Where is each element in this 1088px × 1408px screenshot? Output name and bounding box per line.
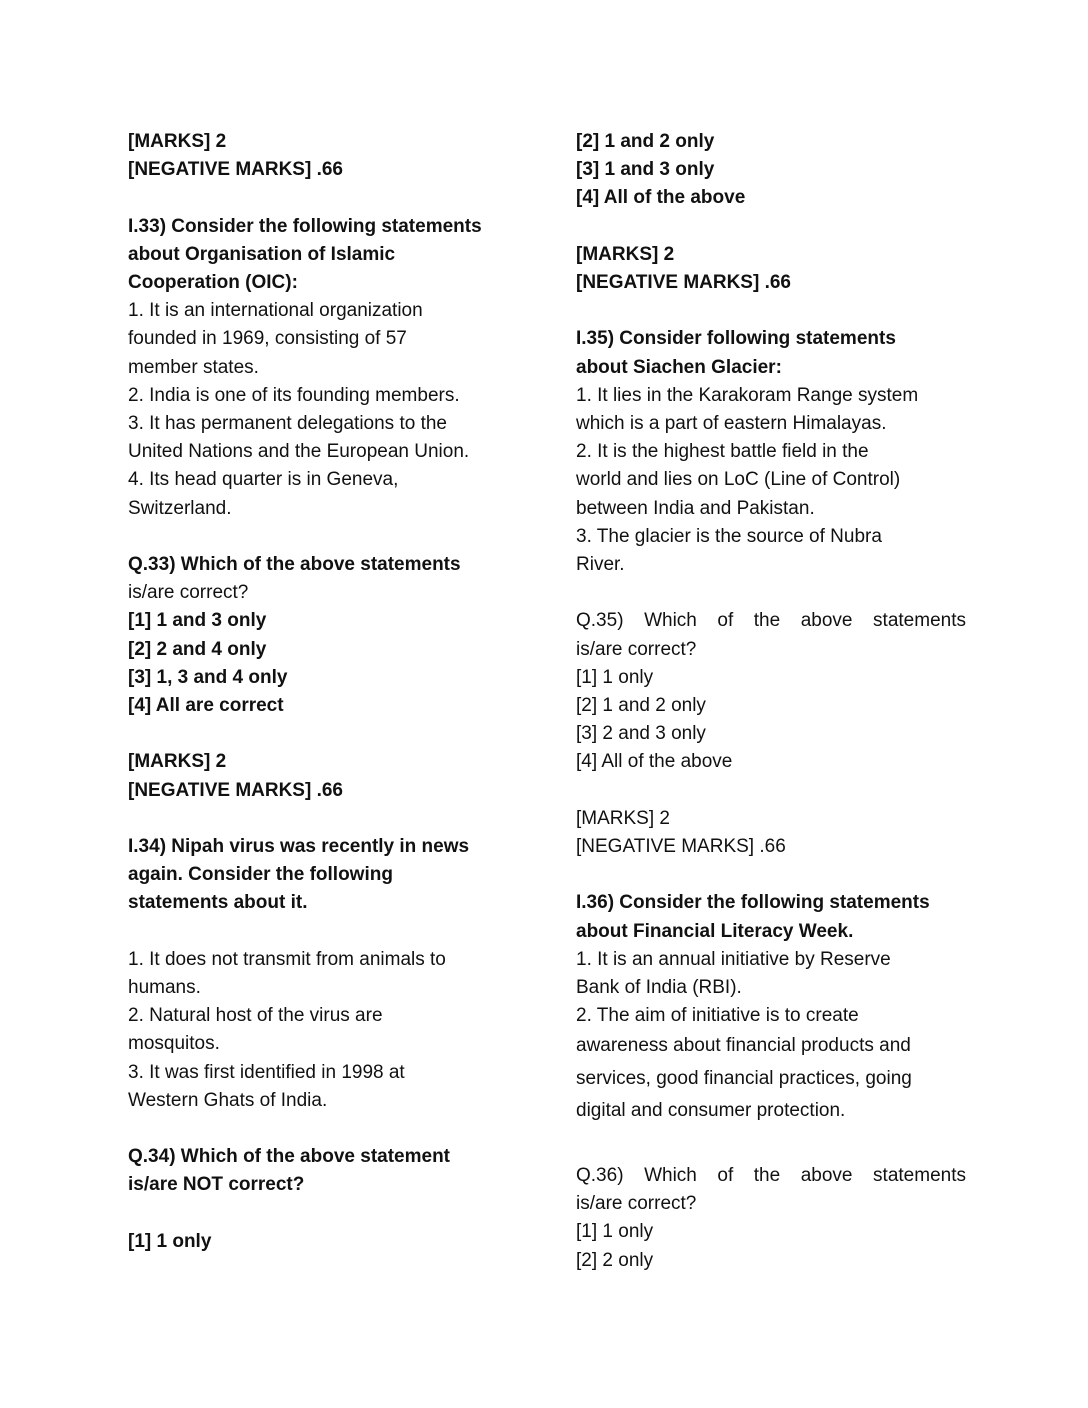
statement-line: 1. It lies in the Karakoram Range system	[576, 384, 919, 406]
statement-line: between India and Pakistan.	[576, 497, 815, 519]
question-word: the	[753, 610, 781, 632]
option-4[interactable]: [4] All of the above	[576, 187, 746, 209]
question-word: Q.35)	[576, 610, 624, 632]
negative-marks-label: [NEGATIVE MARKS] .66	[128, 779, 344, 801]
statement-line: United Nations and the European Union.	[128, 441, 470, 463]
item-stem-line: I.35) Consider following statements	[576, 328, 896, 350]
question-q33	[128, 551, 523, 720]
option-3[interactable]: [3] 1, 3 and 4 only	[128, 666, 288, 688]
item-stem-line: about Financial Literacy Week.	[576, 920, 854, 942]
question-word: statements	[873, 610, 966, 632]
option-1[interactable]: [1] 1 only	[576, 666, 654, 688]
question-word: of	[717, 610, 734, 632]
option-2[interactable]: [2] 2 and 4 only	[128, 638, 267, 660]
question-line	[576, 607, 966, 635]
question-word: Q.36)	[576, 1164, 624, 1186]
option-3[interactable]: [3] 1 and 3 only	[576, 159, 715, 181]
item-stem-line: about Organisation of Islamic	[128, 243, 396, 265]
statement-line: founded in 1969, consisting of 57	[128, 328, 407, 350]
statement-line: world and lies on LoC (Line of Control)	[576, 469, 901, 491]
negative-marks-label: [NEGATIVE MARKS] .66	[576, 836, 786, 858]
statement-line: 1. It does not transmit from animals to	[128, 948, 446, 970]
statement-line: 3. The glacier is the source of Nubra	[576, 525, 882, 547]
question-word: of	[717, 1164, 734, 1186]
item-stem-line: again. Consider the following	[128, 864, 393, 886]
question-q34-continued	[576, 128, 966, 213]
negative-marks-label: [NEGATIVE MARKS] .66	[128, 159, 344, 181]
option-1[interactable]: [1] 1 only	[128, 1230, 212, 1252]
item-i33	[128, 213, 523, 523]
option-2[interactable]: [2] 1 and 2 only	[576, 695, 706, 717]
marks-label: [MARKS] 2	[128, 751, 227, 773]
question-line: is/are correct?	[576, 1193, 697, 1215]
statement-line: 4. Its head quarter is in Geneva,	[128, 469, 399, 491]
question-word: Which	[644, 610, 697, 632]
marks-label: [MARKS] 2	[576, 243, 675, 265]
statement-line: awareness about financial products and	[576, 1035, 911, 1057]
statement-line: 2. India is one of its founding members.	[128, 384, 460, 406]
option-4[interactable]: [4] All of the above	[576, 751, 733, 773]
question-line: Q.34) Which of the above statement	[128, 1146, 450, 1168]
statement-line: mosquitos.	[128, 1033, 220, 1055]
option-2[interactable]: [2] 2 only	[576, 1249, 654, 1271]
statement-line: Bank of India (RBI).	[576, 977, 742, 999]
right-column	[576, 128, 966, 1275]
item-i34	[128, 833, 523, 1115]
marks-label: [MARKS] 2	[128, 131, 227, 152]
item-i35	[576, 325, 966, 579]
statement-line: Western Ghats of India.	[128, 1089, 328, 1111]
question-line: is/are NOT correct?	[128, 1174, 305, 1196]
negative-marks-label: [NEGATIVE MARKS] .66	[576, 272, 792, 293]
statement-line: humans.	[128, 977, 201, 999]
question-word: statements	[873, 1164, 966, 1186]
option-1[interactable]: [1] 1 only	[576, 1221, 654, 1243]
item-stem-line: Cooperation (OIC):	[128, 272, 298, 293]
statement-line: 1. It is an international organization	[128, 300, 423, 322]
statement-line: 3. It was first identified in 1998 at	[128, 1061, 405, 1083]
item-stem-line: I.36) Consider the following statements	[576, 892, 930, 914]
question-q34	[128, 1143, 523, 1256]
statement-line: services, good financial practices, going	[576, 1067, 912, 1089]
item-stem-line: about Siachen Glacier:	[576, 356, 782, 378]
item-stem-line: I.34) Nipah virus was recently in news	[128, 836, 470, 858]
question-word: Which	[644, 1164, 697, 1186]
item-stem-line: I.33) Consider the following statements	[128, 215, 482, 237]
question-word: above	[800, 610, 853, 632]
statement-line: 3. It has permanent delegations to the	[128, 413, 447, 435]
item-stem-line: statements about it.	[128, 892, 308, 914]
option-4[interactable]: [4] All are correct	[128, 695, 284, 717]
statement-line: which is a part of eastern Himalayas.	[576, 413, 887, 434]
question-line: is/are correct?	[576, 638, 697, 660]
statement-line: River.	[576, 554, 625, 576]
question-line: is/are correct?	[128, 582, 249, 604]
left-column	[128, 128, 523, 1256]
statement-line: 2. Natural host of the virus are	[128, 1005, 383, 1027]
question-line	[576, 1162, 966, 1190]
option-3[interactable]: [3] 2 and 3 only	[576, 723, 706, 745]
question-word: the	[753, 1164, 781, 1186]
question-q35	[576, 607, 966, 776]
statement-line: digital and consumer protection.	[576, 1100, 846, 1122]
marks-label: [MARKS] 2	[576, 807, 670, 829]
item-i36	[576, 889, 966, 1128]
statement-line: 2. The aim of initiative is to create	[576, 1005, 859, 1027]
question-line: Q.33) Which of the above statements	[128, 554, 461, 576]
statement-line: Switzerland.	[128, 497, 232, 519]
statement-line: 1. It is an annual initiative by Reserve	[576, 948, 891, 970]
statement-line: member states.	[128, 356, 259, 378]
statement-line: 2. It is the highest battle field in the	[576, 441, 869, 463]
question-q36	[576, 1162, 966, 1275]
option-2[interactable]: [2] 1 and 2 only	[576, 131, 715, 152]
question-word: above	[800, 1164, 853, 1186]
option-1[interactable]: [1] 1 and 3 only	[128, 610, 267, 632]
